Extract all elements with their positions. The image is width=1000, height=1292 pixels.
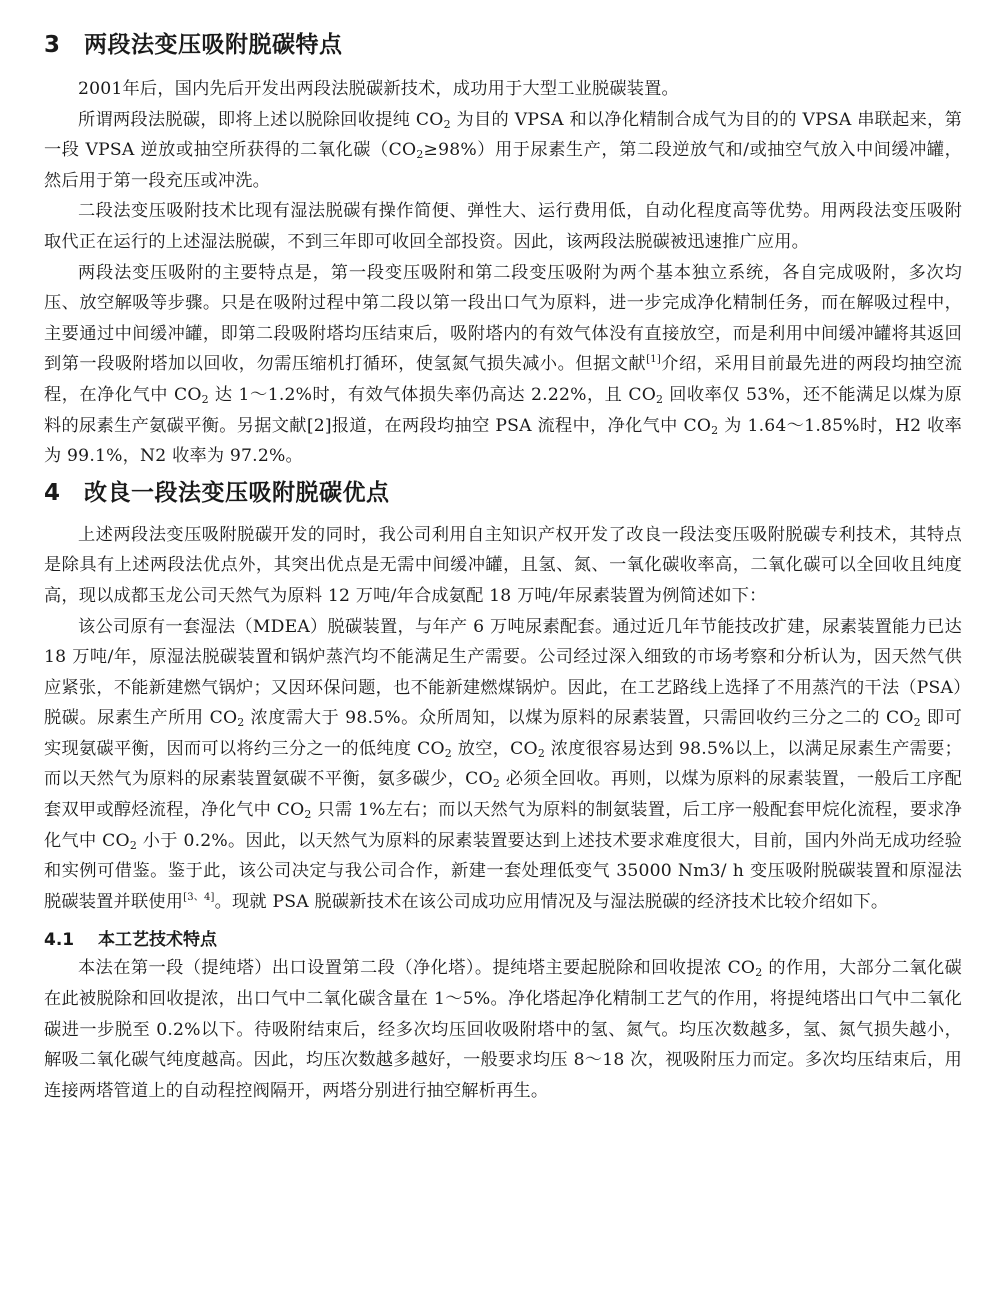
section-number: 4 — [44, 479, 61, 506]
paragraph: 所谓两段法脱碳，即将上述以脱除回收提纯 $CO_2$ 为目的 VPSA 和以净化精制合成气为目的的 VPSA 串联起来，第一段 VPSA 逆放或抽空所获得的二氧化碳$(CO_2\ge 98\%)$用于尿素生产，第二段逆放气和/或抽空气放入中间缓冲罐，然后用于第一段充压或冲洗。 — [44, 109, 963, 191]
section-title: 两段法变压吸附脱碳特点 — [84, 32, 343, 58]
paragraph: 2001年后，国内先后开发出两段法脱碳新技术，成功用于大型工业脱碳装置。 — [78, 79, 679, 99]
paragraph: 两段法变压吸附的主要特点是，第一段变压吸附和第二段变压吸附为两个基本独立系统，各自完成吸附，多次均压、放空解吸等步骤。只是在吸附过程中第二段以第一段出口气为原料，进一步完成净化精制任务，而在解吸过程中，主要通过中间缓冲罐，即第二段吸附塔均压结束后，吸附塔内的有效气体没有直接放空，而是利用中间缓冲罐将其返回到第一段吸附塔加以回收，勿需压缩机打循环，使氢氮气损失减小。但据文献[1]介绍，采用目前最先进的两段均抽空流程，在净化气中 $CO_2$ 达 1～1.2%时，有效气体损失率仍高达 2.22%，且 $CO_2$ 回收率仅 53%，还不能满足以煤为原料的尿素生产氨碳平衡。另据文献[2]报道，在两段均抽空 PSA 流程中，净化气中 $CO_2$ 为 1.64～1.85%时，H2 收率为 99.1%，N2 收率为 97.2%。 — [44, 262, 962, 467]
paragraph: 二段法变压吸附技术比现有湿法脱碳有操作简便、弹性大、运行费用低，自动化程度高等优势。用两段法变压吸附取代正在运行的上述湿法脱碳，不到三年即可收回全部投资。因此，该两段法脱碳被迅速推广应用。 — [44, 201, 962, 252]
citation: [3、4] — [183, 891, 215, 903]
section-title: 本工艺技术特点 — [98, 930, 217, 951]
paragraph: 上述两段法变压吸附脱碳开发的同时，我公司利用自主知识产权开发了改良一段法变压吸附脱碳专利技术，其特点是除具有上述两段法优点外，其突出优点是无需中间缓冲罐，且氢、氮、一氧化碳收率高，二氧化碳可以全回收且纯度高，现以成都玉龙公司天然气为原料 12 万吨/年合成氨配 18 万吨/年尿素装置为例简述如下： — [44, 524, 962, 606]
paragraph: 本法在第一段（提纯塔）出口设置第二段（净化塔）。提纯塔主要起脱除和回收提浓 $CO_2$ 的作用，大部分二氧化碳在此被脱除和回收提浓，出口气中二氧化碳含量在 1～5%。净化塔起净化精制工艺气的作用，将提纯塔出口气中二氧化碳进一步脱至 0.2%以下。待吸附结束后，经多次均压回收吸附塔中的氢、氮气。均压次数越多，氢、氮气损失越小，解吸二氧化碳气纯度越高。因此，均压次数越多越好，一般要求均压 8～18 次，视吸附压力而定。多次均压结束后，用连接两塔管道上的自动程控阀隔开，两塔分别进行抽空解析再生。 — [44, 958, 963, 1101]
section-4-1-heading — [44, 927, 962, 953]
section-3-heading — [44, 30, 962, 60]
paragraph: 该公司原有一套湿法（MDEA）脱碳装置，与年产 6 万吨尿素配套。通过近几年节能技改扩建，尿素装置能力已达 18 万吨/年，原湿法脱碳装置和锅炉蒸汽均不能满足生产需要。公司经过深入细致的市场考察和分析认为，因天然气供应紧张，不能新建燃气锅炉；又因环保问题，也不能新建燃煤锅炉。因此，在工艺路线上选择了不用蒸汽的干法（PSA）脱碳。尿素生产所用 $CO_2$ 浓度需大于 98.5%。众所周知，以煤为原料的尿素装置，只需回收约三分之二的 $CO_2$ 即可实现氨碳平衡，因而可以将约三分之一的低纯度 $CO_2$ 放空，$CO_2$ 浓度很容易达到 98.5%以上，以满足尿素生产需要；而以天然气为原料的尿素装置氨碳不平衡，氨多碳少，$CO_2$ 必须全回收。再则，以煤为原料的尿素装置，一般后工序配套双甲或醇烃流程，净化气中 $CO_2$ 只需 1%左右；而以天然气为原料的制氨装置，后工序一般配套甲烷化流程，要求净化气中 $CO_2$ 小于 0.2%。因此，以天然气为原料的尿素装置要达到上述技术要求难度很大，目前，国内外尚无成功经验和实例可借鉴。鉴于此，该公司决定与我公司合作，新建一套处理低变气 35000 Nm3/ h 变压吸附脱碳装置和原湿法脱碳装置并联使用[3、4]。现就 PSA 脱碳新技术在该公司成功应用情况及与湿法脱碳的经济技术比较介绍如下。 — [44, 616, 963, 912]
section-number: 4.1 — [44, 930, 75, 951]
section-title: 改良一段法变压吸附脱碳优点 — [84, 479, 390, 506]
section-number: 3 — [44, 32, 61, 58]
section-4-heading — [44, 478, 962, 508]
citation: [1] — [646, 354, 661, 366]
